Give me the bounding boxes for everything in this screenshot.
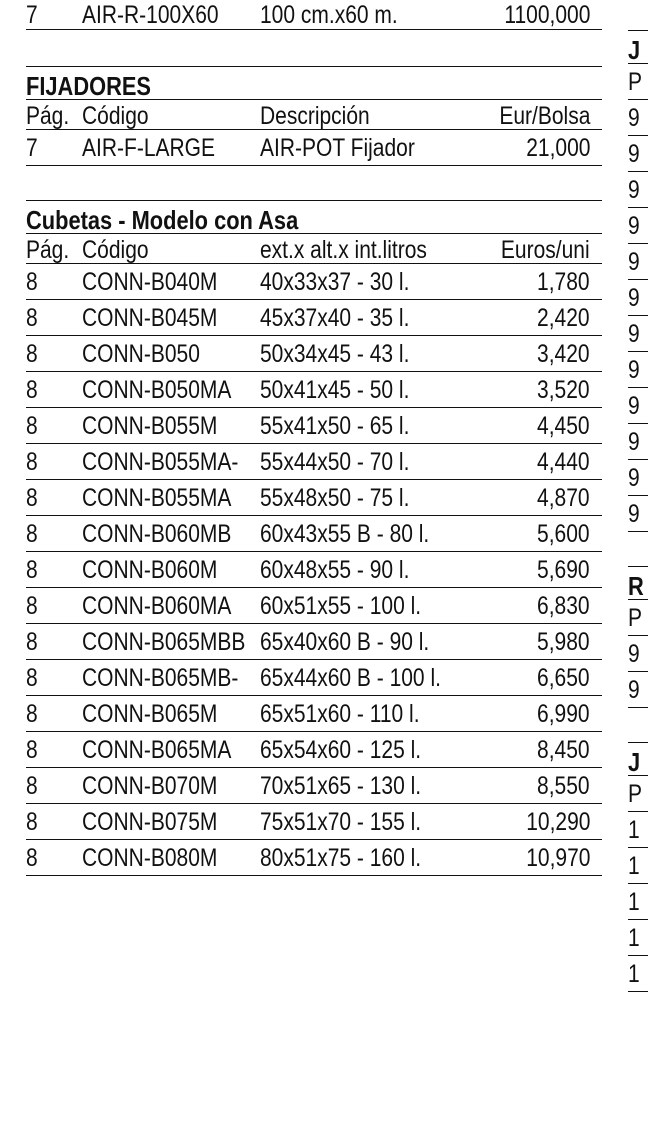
cell-precio: 6,650 [537, 664, 590, 692]
cell-descripcion: 50x41x45 - 50 l. [260, 376, 410, 404]
right-row-text: 9 [628, 320, 640, 348]
cell-codigo: CONN-B055MA [82, 484, 232, 512]
cell-descripcion: 65x40x60 B - 90 l. [260, 628, 430, 656]
cell-descripcion: 60x43x55 B - 80 l. [260, 520, 430, 548]
right-row [628, 956, 648, 992]
cell-precio: 1,780 [537, 268, 590, 296]
right-block-2 [628, 600, 648, 708]
right-row-text: 9 [628, 284, 640, 312]
cell-codigo: CONN-B065MB- [82, 664, 239, 692]
table-header-cubetas [26, 234, 602, 264]
cell-codigo: CONN-B050 [82, 340, 200, 368]
cell-codigo: CONN-B060M [82, 556, 218, 584]
right-row [628, 636, 648, 672]
cell-precio: 5,980 [537, 628, 590, 656]
right-row [628, 460, 648, 496]
cell-descripcion: 55x44x50 - 70 l. [260, 448, 410, 476]
table-body-fijadores [26, 130, 602, 166]
cell-pag: 8 [26, 304, 38, 332]
right-row [628, 672, 648, 708]
right-row [628, 388, 648, 424]
cell-codigo: CONN-B045M [82, 304, 218, 332]
right-row [628, 64, 648, 100]
right-block-1 [628, 64, 648, 532]
right-row [628, 280, 648, 316]
table-row [26, 840, 602, 876]
right-row-text: P [628, 604, 643, 632]
right-row-text: 9 [628, 464, 640, 492]
cell-precio: 4,870 [537, 484, 590, 512]
cell-codigo: CONN-B055M [82, 412, 218, 440]
right-section-title: R [628, 566, 648, 600]
right-row [628, 884, 648, 920]
cell-pag: 7 [26, 134, 38, 162]
right-column-clipped [628, 0, 648, 992]
table-row [26, 372, 602, 408]
cell-precio: 3,420 [537, 340, 590, 368]
header-precio: Eur/Bolsa [498, 102, 590, 130]
cell-codigo: CONN-B040M [82, 268, 218, 296]
table-row [26, 696, 602, 732]
cell-codigo: CONN-B050MA [82, 376, 232, 404]
cell-descripcion: 55x48x50 - 75 l. [260, 484, 410, 512]
cell-pag: 8 [26, 808, 38, 836]
table-row [26, 768, 602, 804]
table-row [26, 660, 602, 696]
cell-pag: 7 [26, 1, 38, 29]
table-row [26, 480, 602, 516]
right-row [628, 920, 648, 956]
right-row [628, 316, 648, 352]
cell-pag: 8 [26, 628, 38, 656]
cell-precio: 4,450 [537, 412, 590, 440]
cell-descripcion: 45x37x40 - 35 l. [260, 304, 410, 332]
cell-pag: 8 [26, 844, 38, 872]
header-descripcion: Descripción [260, 102, 370, 130]
cell-pag: 8 [26, 664, 38, 692]
cell-pag: 8 [26, 484, 38, 512]
cell-codigo: CONN-B065MBB [82, 628, 246, 656]
right-row-text: 9 [628, 104, 640, 132]
header-codigo: Código [82, 102, 149, 130]
right-row-text: P [628, 68, 643, 96]
right-row [628, 496, 648, 532]
right-row-text: 9 [628, 248, 640, 276]
cell-precio: 6,990 [537, 700, 590, 728]
cell-descripcion: 75x51x70 - 155 l. [260, 808, 422, 836]
right-row-text: 1 [628, 960, 640, 988]
cell-descripcion: 65x54x60 - 125 l. [260, 736, 422, 764]
cell-codigo: CONN-B070M [82, 772, 218, 800]
header-precio: Euros/uni [501, 236, 590, 264]
cell-pag: 8 [26, 592, 38, 620]
cell-descripcion: 65x44x60 B - 100 l. [260, 664, 441, 692]
cell-codigo: AIR-F-LARGE [82, 134, 216, 162]
cell-pag: 8 [26, 520, 38, 548]
cell-precio: 2,420 [537, 304, 590, 332]
right-row-text: 9 [628, 392, 640, 420]
cell-descripcion: 60x48x55 - 90 l. [260, 556, 410, 584]
cell-descripcion: 40x33x37 - 30 l. [260, 268, 410, 296]
cell-descripcion: AIR-POT Fijador [260, 134, 415, 162]
right-row-text: 9 [628, 428, 640, 456]
right-row [628, 600, 648, 636]
section-title-cubetas: Cubetas - Modelo con Asa [26, 200, 602, 234]
cell-pag: 8 [26, 772, 38, 800]
cell-precio: 10,970 [525, 844, 590, 872]
cell-codigo: CONN-B065M [82, 700, 218, 728]
right-row-text: 1 [628, 816, 640, 844]
table-header-fijadores [26, 100, 602, 130]
table-row [26, 732, 602, 768]
right-row [628, 424, 648, 460]
cell-descripcion: 55x41x50 - 65 l. [260, 412, 410, 440]
main-column [26, 0, 602, 876]
cell-precio: 1100,000 [503, 1, 590, 29]
right-row-text: P [628, 780, 643, 808]
right-row-text: 9 [628, 500, 640, 528]
cell-codigo: AIR-R-100X60 [82, 1, 219, 29]
right-row-text: 1 [628, 888, 640, 916]
cell-precio: 8,450 [537, 736, 590, 764]
right-row-text: 1 [628, 852, 640, 880]
right-row-text: 9 [628, 356, 640, 384]
right-row [628, 208, 648, 244]
table-row [26, 300, 602, 336]
right-row [628, 172, 648, 208]
cell-descripcion: 50x34x45 - 43 l. [260, 340, 410, 368]
cell-descripcion: 60x51x55 - 100 l. [260, 592, 422, 620]
table-row [26, 264, 602, 300]
cell-precio: 6,830 [537, 592, 590, 620]
table-row [26, 130, 602, 166]
cell-precio: 8,550 [537, 772, 590, 800]
cell-pag: 8 [26, 340, 38, 368]
table-row [26, 552, 602, 588]
cell-precio: 5,690 [537, 556, 590, 584]
right-row [628, 100, 648, 136]
cell-pag: 8 [26, 412, 38, 440]
right-row-text: 9 [628, 140, 640, 168]
cell-pag: 8 [26, 448, 38, 476]
right-row-text: 9 [628, 676, 640, 704]
header-pag: Pág. [26, 102, 70, 130]
cell-pag: 8 [26, 700, 38, 728]
right-row [628, 848, 648, 884]
right-section-title: J [628, 30, 648, 64]
cell-codigo: CONN-B075M [82, 808, 218, 836]
right-section-title: J [628, 742, 648, 776]
table-row [26, 336, 602, 372]
right-row [628, 812, 648, 848]
cell-pag: 8 [26, 736, 38, 764]
table-row [26, 516, 602, 552]
cell-codigo: CONN-B060MB [82, 520, 232, 548]
header-pag: Pág. [26, 236, 70, 264]
header-codigo: Código [82, 236, 149, 264]
cell-pag: 8 [26, 268, 38, 296]
header-descripcion: ext.x alt.x int.litros [260, 236, 427, 264]
table-row [26, 804, 602, 840]
right-row-text: 1 [628, 924, 640, 952]
cell-descripcion: 80x51x75 - 160 l. [260, 844, 422, 872]
cell-precio: 21,000 [525, 134, 590, 162]
right-row [628, 244, 648, 280]
right-row-text: 9 [628, 176, 640, 204]
cell-precio: 3,520 [537, 376, 590, 404]
table-row [26, 0, 602, 30]
cell-precio: 10,290 [525, 808, 590, 836]
table-row [26, 588, 602, 624]
table-row [26, 408, 602, 444]
cell-codigo: CONN-B065MA [82, 736, 232, 764]
table-body-cubetas [26, 264, 602, 876]
cell-descripcion: 100 cm.x60 m. [260, 1, 398, 29]
cell-precio: 5,600 [537, 520, 590, 548]
right-row [628, 352, 648, 388]
section-title-fijadores: FIJADORES [26, 66, 602, 100]
right-row [628, 776, 648, 812]
cell-precio: 4,440 [537, 448, 590, 476]
right-block-3 [628, 776, 648, 992]
cell-codigo: CONN-B060MA [82, 592, 232, 620]
right-row [628, 136, 648, 172]
cell-pag: 8 [26, 376, 38, 404]
cell-descripcion: 70x51x65 - 130 l. [260, 772, 422, 800]
cell-descripcion: 65x51x60 - 110 l. [260, 700, 420, 728]
right-row-text: 9 [628, 640, 640, 668]
table-row [26, 624, 602, 660]
cell-codigo: CONN-B080M [82, 844, 218, 872]
cell-codigo: CONN-B055MA- [82, 448, 239, 476]
cell-pag: 8 [26, 556, 38, 584]
table-row [26, 444, 602, 480]
right-row-text: 9 [628, 212, 640, 240]
